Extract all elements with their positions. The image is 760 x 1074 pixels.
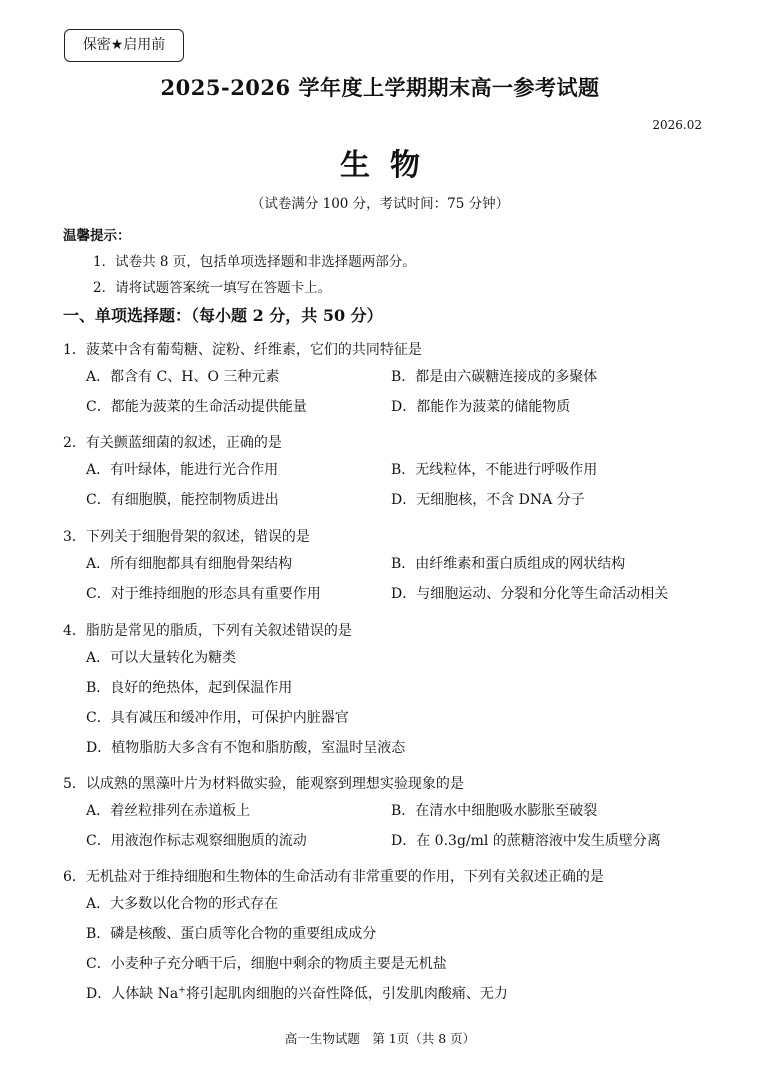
- option-a: A．着丝粒排列在赤道板上: [86, 803, 251, 819]
- option-d: D．植物脂肪大多含有不饱和脂肪酸，室温时呈液态: [86, 740, 406, 756]
- option-d: D．与细胞运动、分裂和分化等生命活动相关: [391, 586, 669, 602]
- option-d: D．在 0.3g/ml 的蔗糖溶液中发生质壁分离: [391, 833, 661, 849]
- option-b: B．磷是核酸、蛋白质等化合物的重要组成成分: [86, 926, 377, 942]
- option-a: A．都含有 C、H、O 三种元素: [86, 369, 280, 385]
- option-a: A．有叶绿体，能进行光合作用: [86, 462, 279, 478]
- subject-title: 生物: [340, 148, 440, 183]
- question-stem: 4．脂肪是常见的脂质，下列有关叙述错误的是: [63, 623, 352, 639]
- exam-title: 2025-2026 学年度上学期期末高一参考试题: [160, 75, 600, 100]
- option-c: C．都能为菠菜的生命活动提供能量: [86, 399, 307, 415]
- question-stem: 6．无机盐对于维持细胞和生物体的生命活动有非常重要的作用，下列有关叙述正确的是: [63, 869, 604, 885]
- option-d: [86, 983, 508, 1003]
- option-b: B．无线粒体，不能进行呼吸作用: [391, 462, 598, 478]
- option-b: B．良好的绝热体，起到保温作用: [86, 680, 293, 696]
- option-a: A．所有细胞都具有细胞骨架结构: [86, 556, 293, 572]
- option-c: C．用液泡作标志观察细胞质的流动: [86, 833, 307, 849]
- option-b: B．都是由六碳糖连接成的多聚体: [391, 369, 598, 385]
- option-d: D．都能作为菠菜的储能物质: [391, 399, 571, 415]
- option-d-prefix: D．人体缺 Na: [86, 986, 179, 1002]
- page-footer: 高一生物试题 第 1页（共 8 页）: [284, 1031, 476, 1046]
- option-d-text: 将引起肌肉细胞的兴奋性降低，引发肌肉酸痛、无力: [185, 986, 508, 1002]
- option-c: C．有细胞膜，能控制物质进出: [86, 492, 279, 508]
- tips-heading: 温馨提示：: [63, 228, 131, 244]
- confidential-stamp: 保密★启用前: [64, 29, 184, 62]
- option-a: A．大多数以化合物的形式存在: [86, 896, 279, 912]
- question-stem: 3．下列关于细胞骨架的叙述，错误的是: [63, 529, 310, 545]
- question-stem: 2．有关颤蓝细菌的叙述，正确的是: [63, 435, 282, 451]
- option-b: B．由纤维素和蛋白质组成的网状结构: [391, 556, 626, 572]
- sodium-charge: +: [178, 985, 186, 996]
- exam-date: 2026.02: [652, 118, 702, 132]
- option-a: A．可以大量转化为糖类: [86, 650, 237, 666]
- tip-item: 1．试卷共 8 页，包括单项选择题和非选择题两部分。: [93, 254, 416, 270]
- question-stem: 1．菠菜中含有葡萄糖、淀粉、纤维素，它们的共同特征是: [63, 342, 422, 358]
- exam-info: （试卷满分 100 分，考试时间：75 分钟）: [250, 196, 510, 212]
- option-b: B．在清水中细胞吸水膨胀至破裂: [391, 803, 598, 819]
- option-c: C．对于维持细胞的形态具有重要作用: [86, 586, 321, 602]
- section-heading: 一、单项选择题：（每小题 2 分，共 50 分）: [63, 306, 383, 325]
- tip-item: 2．请将试题答案统一填写在答题卡上。: [93, 280, 332, 296]
- option-c: C．小麦种子充分晒干后，细胞中剩余的物质主要是无机盐: [86, 956, 447, 972]
- option-c: C．具有减压和缓冲作用，可保护内脏器官: [86, 710, 349, 726]
- option-d: D．无细胞核，不含 DNA 分子: [391, 492, 585, 508]
- question-stem: 5．以成熟的黑藻叶片为材料做实验，能观察到理想实验现象的是: [63, 776, 464, 792]
